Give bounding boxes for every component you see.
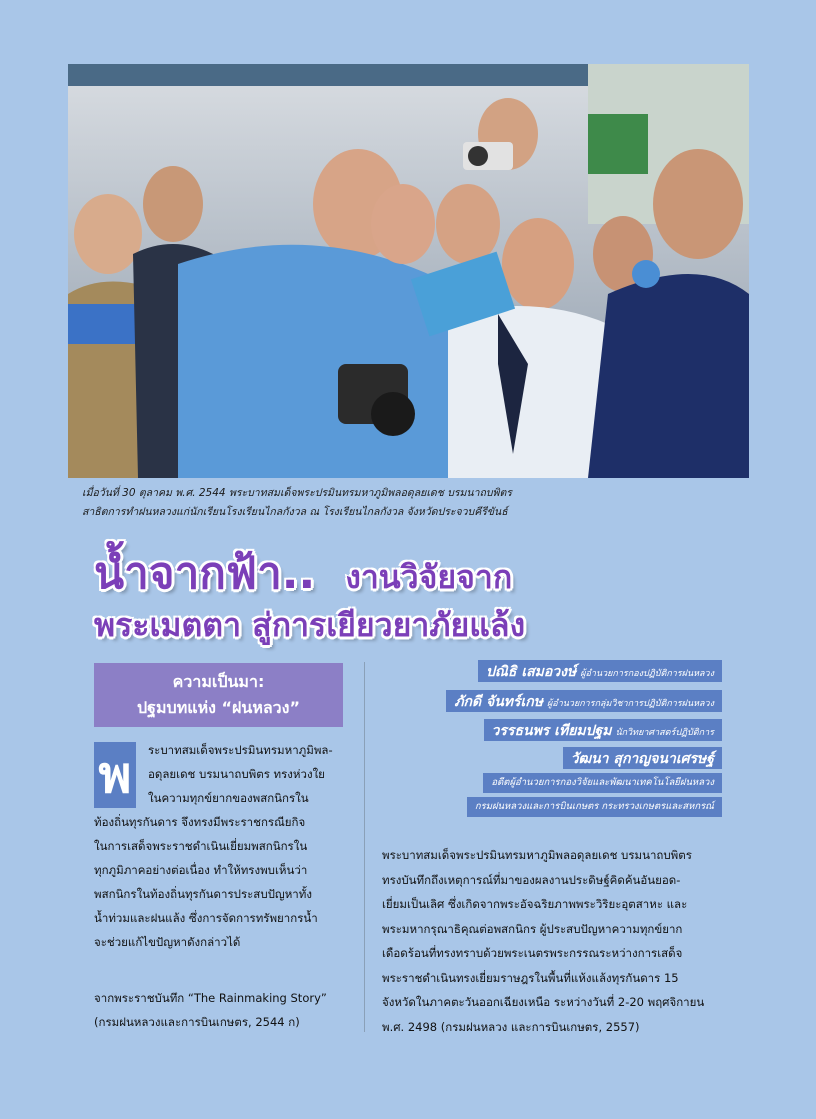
text-line: พ.ศ. 2498 (กรมฝนหลวง และการบินเกษตร, 2557) [382,1019,640,1034]
left-column-body [94,810,318,954]
section-heading-line-1: ความเป็นมา: [172,672,265,691]
column-divider [364,662,365,1032]
author-role: ผู้อำนวยการกองปฏิบัติการฝนหลวง [580,669,714,679]
text-line: เดือดร้อนที่ทรงทราบด้วยพระเนตรพระกรรณระหว่างการเสด็จ [382,946,683,960]
section-heading-line-2: ปฐมบทแห่ง “ฝนหลวง” [137,698,300,717]
photo-king-with-students [68,64,749,478]
text-line: ในการเสด็จพระราชดำเนินเยี่ยมพสกนิกรใน [94,839,308,853]
text-line: ทุกภูมิภาคอย่างต่อเนื่อง ทำให้ทรงพบเห็นว่า [94,863,308,877]
author-tag [446,690,722,712]
author-role: นักวิทยาศาสตร์ปฏิบัติการ [615,728,714,738]
article-photo [68,64,749,478]
left-column-para-2 [94,986,327,1034]
text-line: พระมหากรุณาธิคุณต่อพสกนิกร ผู้ประสบปัญหาความทุกข์ยาก [382,921,683,936]
headline-line-2: พระเมตตา สู่การเยียวยาภัยแล้ง [94,606,526,644]
author-tag [484,719,722,741]
caption-line: สาธิตการทำฝนหลวงแก่นักเรียนโรงเรียนไกลกังวล ณ โรงเรียนไกลกังวล จังหวัดประจวบคีรีขันธ์ [82,506,508,518]
text-line: พสกนิกรในท้องถิ่นทุรกันดารประสบปัญหาทั้ง [94,887,312,901]
right-column-body [382,843,704,1039]
text-line: ระบาทสมเด็จพระปรมินทรมหาภูมิพล- [148,743,333,757]
text-line: (กรมฝนหลวงและการบินเกษตร, 2544 ก) [94,1015,300,1029]
text-line: จังหวัดในภาคตะวันออกเฉียงเหนือ ระหว่างวันที่ 2-20 พฤศจิกายน [382,995,705,1009]
section-heading [94,663,343,727]
author-name: ปณิธิ เสมอวงษ์ [486,664,577,680]
text-line: ท้องถิ่นทุรกันดาร จึงทรงมีพระราชกรณียกิจ [94,815,306,829]
caption-line: เมื่อวันที่ 30 ตุลาคม พ.ศ. 2544 พระบาทสมเด็จพระปรมินทรมหาภูมิพลอดุลยเดช บรมนาถบพิตร [82,487,512,499]
text-line: น้ำท่วมและฝนแล้ง ซึ่งการจัดการทรัพยากรน้ำ [94,911,318,925]
text-line: พระราชดำเนินทรงเยี่ยมราษฎรในพื้นที่แห้งแล้งทุรกันดาร 15 [382,970,679,985]
author-role: ผู้อำนวยการกลุ่มวิชาการปฏิบัติการฝนหลวง [547,699,714,709]
text-line: จากพระราชบันทึก “The Rainmaking Story” [94,991,327,1005]
author-tag [563,747,722,769]
text-line: ในความทุกข์ยากของพสกนิกรใน [148,791,309,805]
headline-part-2: งานวิจัยจาก [345,558,513,596]
text-line: เยี่ยมเป็นเลิศ ซึ่งเกิดจากพระอัจฉริยภาพพระวิริยะอุตสาหะ และ [382,897,688,911]
author-note: กรมฝนหลวงและการบินเกษตร กระทรวงเกษตรและสหกรณ์ [467,797,722,817]
author-tag [478,660,722,682]
author-name: วัฒนา สุกาญจนาเศรษฐ์ [570,751,714,767]
author-name: วรรธนพร เทียมปฐม [491,723,612,739]
text-line: ทรงบันทึกถึงเหตุการณ์ที่มาของผลงานประดิษฐ์คิดค้นอันยอด- [382,872,681,887]
photo-caption [82,484,742,522]
drop-cap: พ [94,742,136,808]
text-line: จะช่วยแก้ไขปัญหาดังกล่าวได้ [94,935,241,949]
author-name: ภักดี จันทร์เกษ [454,694,544,710]
text-line: พระบาทสมเด็จพระปรมินทรมหาภูมิพลอดุลยเดช บรมนาถบพิตร [382,848,692,862]
left-column-indented [148,738,333,810]
headline-part-1: น้ำจากฟ้า.. [94,548,316,599]
author-note: อดีตผู้อำนวยการกองวิจัยและพัฒนาเทคโนโลยีฝนหลวง [483,773,722,793]
text-line: อดุลยเดช บรมนาถบพิตร ทรงห่วงใย [148,767,325,781]
